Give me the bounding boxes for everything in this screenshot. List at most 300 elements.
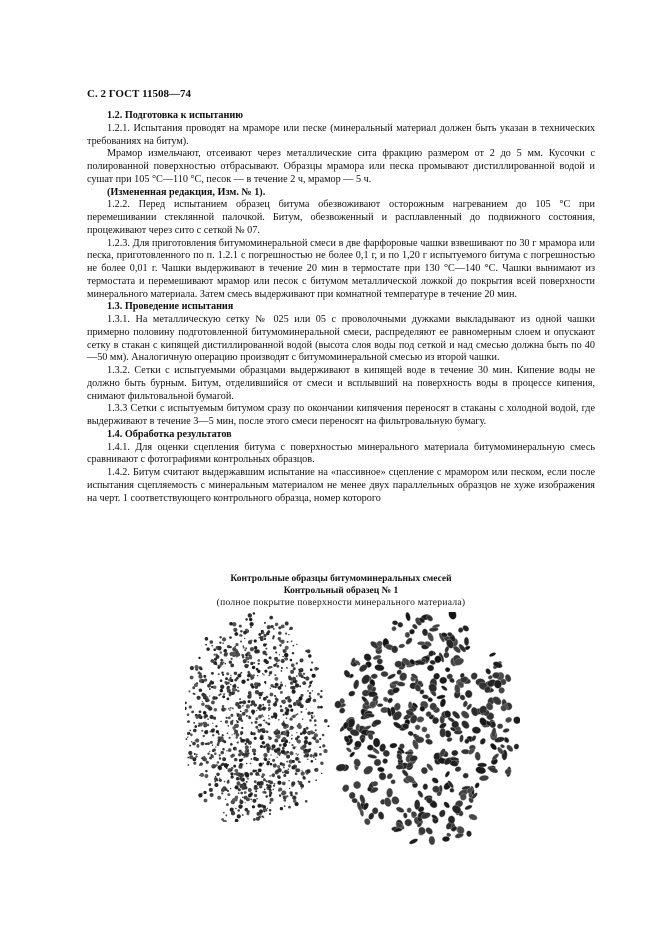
grain <box>222 695 225 698</box>
grain <box>275 729 278 732</box>
grain <box>229 622 232 625</box>
grain <box>286 761 288 763</box>
grain <box>247 661 249 663</box>
grain <box>246 810 249 813</box>
grain <box>236 777 239 780</box>
grain <box>309 684 311 686</box>
grain <box>212 745 213 746</box>
grain <box>282 782 286 786</box>
grain <box>286 755 290 759</box>
grain <box>281 734 282 735</box>
grain <box>321 773 322 774</box>
gravel-piece <box>448 612 458 620</box>
grain <box>203 711 207 715</box>
grain <box>206 647 210 651</box>
grain <box>239 698 241 700</box>
grain <box>204 799 208 803</box>
grain <box>250 626 252 628</box>
grain <box>289 717 292 720</box>
grain <box>279 794 281 796</box>
grain <box>213 686 217 690</box>
grain <box>257 670 260 673</box>
grain <box>228 708 230 710</box>
grain <box>282 791 286 795</box>
gravel-piece <box>377 766 385 772</box>
grain <box>260 745 263 748</box>
grain <box>263 708 265 710</box>
grain <box>280 807 283 810</box>
grain <box>320 690 322 692</box>
grain <box>291 640 293 642</box>
grain <box>297 755 298 756</box>
grain <box>227 686 230 689</box>
grain <box>206 761 209 764</box>
grain <box>185 738 187 740</box>
grain <box>229 710 230 711</box>
grain <box>232 622 236 626</box>
grain <box>276 757 277 758</box>
grain <box>214 780 216 782</box>
grain <box>234 683 236 685</box>
gravel-piece <box>468 813 478 821</box>
grain <box>317 706 320 709</box>
grain <box>244 701 246 703</box>
grain <box>307 649 311 653</box>
gravel-piece <box>383 797 392 808</box>
grain <box>309 692 311 694</box>
figure-caption <box>87 573 595 609</box>
grain <box>265 795 268 798</box>
grain <box>262 631 265 634</box>
grain <box>225 789 227 791</box>
grain <box>285 711 289 715</box>
gravel-piece <box>425 733 431 739</box>
grain <box>267 722 270 725</box>
grain <box>267 784 271 788</box>
grain <box>273 628 275 630</box>
grain <box>239 806 241 808</box>
grain <box>250 647 254 651</box>
grain <box>234 733 236 735</box>
grain <box>234 758 238 762</box>
grain <box>295 683 296 684</box>
grain <box>285 622 289 626</box>
grain <box>319 746 321 748</box>
grain <box>314 724 316 726</box>
gravel-piece <box>405 751 414 755</box>
grain <box>254 650 258 654</box>
grain <box>291 765 295 769</box>
grain <box>288 699 290 701</box>
grain <box>199 710 202 713</box>
grain <box>219 642 221 644</box>
grain <box>296 675 298 677</box>
grain <box>204 718 205 719</box>
grain <box>231 734 232 735</box>
grain <box>278 637 281 640</box>
grain <box>306 727 309 730</box>
gravel-piece <box>440 728 446 737</box>
figure-note: (полное покрытие поверхности минерального материала) <box>216 598 466 608</box>
grain <box>229 693 232 696</box>
grain <box>191 710 194 713</box>
gravel-piece <box>407 808 412 813</box>
gravel-piece <box>416 716 424 723</box>
grain <box>225 720 228 723</box>
gravel-piece <box>452 721 459 728</box>
grain <box>236 772 240 776</box>
grain <box>246 704 250 708</box>
grain <box>235 643 238 646</box>
grain <box>221 788 225 792</box>
grain <box>232 798 235 801</box>
gravel-piece <box>362 652 372 662</box>
grain <box>250 704 252 706</box>
grain <box>237 809 239 811</box>
gravel-piece <box>403 812 408 818</box>
grain <box>190 666 194 670</box>
grain <box>246 753 248 755</box>
grain <box>215 746 216 747</box>
grain <box>315 729 317 731</box>
gravel-piece <box>465 690 473 699</box>
grain <box>188 764 190 766</box>
grain <box>201 757 203 759</box>
grain <box>262 704 264 706</box>
gravel-piece <box>449 788 454 793</box>
grain <box>262 773 265 776</box>
grain <box>280 682 281 683</box>
grain <box>235 808 236 809</box>
grain <box>237 721 239 723</box>
grain <box>222 674 224 676</box>
grain <box>210 731 212 733</box>
gravel-piece <box>492 672 500 678</box>
gravel-piece <box>489 742 498 751</box>
gravel-piece <box>373 758 383 768</box>
grain <box>300 658 303 661</box>
grain <box>235 819 239 822</box>
grain <box>199 679 202 682</box>
gravel-piece <box>485 668 492 676</box>
grain <box>304 736 308 740</box>
grain <box>211 645 213 647</box>
grain <box>233 765 236 768</box>
grain <box>262 763 264 765</box>
gravel-piece <box>454 766 461 773</box>
grain <box>242 656 244 658</box>
grain <box>256 817 260 821</box>
grain <box>308 742 312 746</box>
grain <box>247 679 250 682</box>
grain <box>298 758 300 760</box>
grain <box>309 719 312 722</box>
grain <box>313 737 316 740</box>
grain <box>301 675 304 678</box>
grain <box>269 809 272 812</box>
grain <box>227 698 230 701</box>
sample-photo-coarse <box>330 612 520 847</box>
grain <box>293 799 296 802</box>
grain <box>257 675 259 677</box>
gravel-piece <box>431 777 440 785</box>
grain <box>262 741 265 744</box>
gravel-piece <box>470 706 479 717</box>
grain <box>242 763 244 765</box>
grain <box>265 721 267 723</box>
page-header: С. 2 ГОСТ 11508—74 <box>87 88 192 100</box>
grain <box>226 815 227 816</box>
grain <box>254 646 258 650</box>
grain <box>221 672 223 674</box>
grain <box>205 770 207 772</box>
grain <box>278 631 282 635</box>
grain <box>291 781 295 785</box>
grain <box>266 643 268 645</box>
grain <box>282 700 286 704</box>
gravel-piece <box>491 695 503 707</box>
grain <box>262 673 264 675</box>
grain <box>309 695 311 697</box>
grain <box>251 700 255 704</box>
grain <box>293 667 296 670</box>
grain <box>280 691 283 694</box>
grain <box>194 683 198 687</box>
grain <box>259 697 261 699</box>
grain <box>226 750 227 751</box>
gravel-piece <box>408 838 418 846</box>
grain <box>258 768 262 772</box>
grain <box>289 677 293 681</box>
grain <box>299 675 301 677</box>
grain <box>195 740 196 741</box>
grain <box>208 783 211 786</box>
grain <box>225 677 228 680</box>
gravel-piece <box>479 775 489 782</box>
gravel-piece <box>441 685 449 692</box>
grain <box>192 686 195 689</box>
grain <box>245 739 249 743</box>
grain <box>239 773 243 777</box>
grain <box>245 647 247 649</box>
grain <box>265 780 267 782</box>
grain <box>204 774 208 778</box>
grain <box>240 800 243 803</box>
grain <box>300 669 302 671</box>
grain <box>273 702 277 706</box>
grain <box>251 722 253 724</box>
grain <box>234 646 236 648</box>
grain <box>247 671 250 674</box>
grain <box>189 730 191 732</box>
grain <box>302 776 305 779</box>
grain <box>291 744 293 746</box>
grain <box>245 618 248 621</box>
grain <box>224 764 228 768</box>
grain <box>225 663 227 665</box>
gravel-piece <box>362 764 374 776</box>
grain <box>241 680 245 684</box>
grain <box>304 740 308 744</box>
grain <box>300 725 302 727</box>
grain <box>284 653 288 657</box>
grain <box>292 652 294 654</box>
grain <box>276 770 279 773</box>
grain <box>289 629 291 631</box>
grain <box>209 788 213 792</box>
grain <box>264 622 266 624</box>
gravel-piece <box>460 709 471 720</box>
grain <box>292 677 296 681</box>
grain <box>274 695 276 697</box>
grain <box>245 745 249 749</box>
grain <box>274 783 276 785</box>
grain <box>236 655 238 657</box>
grain <box>282 771 284 773</box>
grain <box>250 675 254 679</box>
grain <box>282 747 285 750</box>
grain <box>268 707 271 710</box>
grain <box>219 636 221 638</box>
grain <box>237 814 241 818</box>
grain <box>260 782 263 785</box>
grain <box>244 786 247 789</box>
grain <box>221 763 224 766</box>
grain <box>193 693 195 695</box>
grain <box>315 739 319 743</box>
grain <box>227 732 229 734</box>
grain <box>223 662 224 663</box>
gravel-piece <box>345 747 352 753</box>
grain <box>249 618 252 621</box>
grain <box>247 778 249 780</box>
grain <box>284 724 286 726</box>
grain <box>307 758 309 760</box>
gravel-piece <box>427 665 434 671</box>
grain <box>217 742 220 745</box>
body-text <box>87 110 595 505</box>
paragraph: 1.3.3 Сетки с испытуемым битумом сразу по окончании кипячения переносят в стаканы с холодной водой, где выдерживают в течение 3—5 мин, после этого смеси переносят на фильтровальную бумагу. <box>87 403 595 427</box>
grain <box>300 732 303 735</box>
grain <box>224 681 227 684</box>
gravel-piece <box>353 758 362 768</box>
grain <box>252 805 255 808</box>
grain <box>297 713 299 715</box>
grain <box>240 733 242 735</box>
grain <box>211 700 215 704</box>
grain <box>255 690 259 694</box>
grain <box>306 769 310 773</box>
grain <box>293 746 296 749</box>
grain <box>256 812 260 816</box>
grain <box>245 802 246 803</box>
grain <box>284 732 287 735</box>
grain <box>311 680 313 682</box>
gravel-piece <box>424 826 433 836</box>
grain <box>263 746 266 749</box>
grain <box>285 707 288 710</box>
grain <box>218 733 220 735</box>
gravel-piece <box>464 804 473 811</box>
grain <box>285 650 286 651</box>
grain <box>269 666 272 669</box>
grain <box>203 791 206 794</box>
gravel-piece <box>349 792 356 800</box>
grain <box>286 667 288 669</box>
grain <box>254 704 257 707</box>
grain <box>252 713 254 715</box>
grain <box>274 739 278 743</box>
grain <box>254 780 257 783</box>
grain <box>187 720 190 723</box>
grain <box>207 684 211 688</box>
gravel-piece <box>341 783 350 793</box>
grain <box>187 757 189 759</box>
grain <box>283 726 284 727</box>
grain <box>258 724 260 726</box>
grain <box>243 775 244 776</box>
grain <box>263 720 265 722</box>
grain <box>284 805 286 807</box>
grain <box>289 788 290 789</box>
grain <box>198 714 202 718</box>
grain <box>295 746 296 747</box>
grain <box>276 686 278 688</box>
grain <box>288 704 291 707</box>
gravel-piece <box>513 716 520 724</box>
grain <box>264 791 267 794</box>
gravel-piece <box>374 664 385 672</box>
grain <box>220 659 223 662</box>
grain <box>229 661 232 664</box>
grain <box>320 762 323 765</box>
grain <box>230 769 232 771</box>
grain <box>270 763 273 766</box>
grain <box>301 788 302 789</box>
sample-photo-fine <box>185 612 335 822</box>
grain <box>218 665 219 666</box>
grain <box>290 681 293 684</box>
grain <box>272 759 275 762</box>
grain <box>195 755 197 757</box>
grain <box>291 686 295 690</box>
grain <box>220 721 222 723</box>
gravel-piece <box>443 651 450 658</box>
grain <box>310 668 313 671</box>
grain <box>196 754 198 756</box>
grain <box>285 657 288 660</box>
grain <box>259 736 263 740</box>
grain <box>279 644 281 646</box>
grain <box>267 625 271 629</box>
grain <box>210 741 213 744</box>
grain <box>301 770 302 771</box>
grain <box>297 739 301 743</box>
grain <box>283 721 285 723</box>
grain <box>256 710 257 711</box>
grain <box>240 799 241 800</box>
grain <box>300 746 304 750</box>
grain <box>252 666 255 669</box>
grain <box>220 679 223 682</box>
grain <box>324 719 328 723</box>
grain <box>297 754 298 755</box>
gravel-piece <box>378 772 387 781</box>
grain <box>226 672 229 675</box>
gravel-piece <box>428 836 435 845</box>
grain <box>263 753 267 757</box>
grain <box>230 664 234 668</box>
